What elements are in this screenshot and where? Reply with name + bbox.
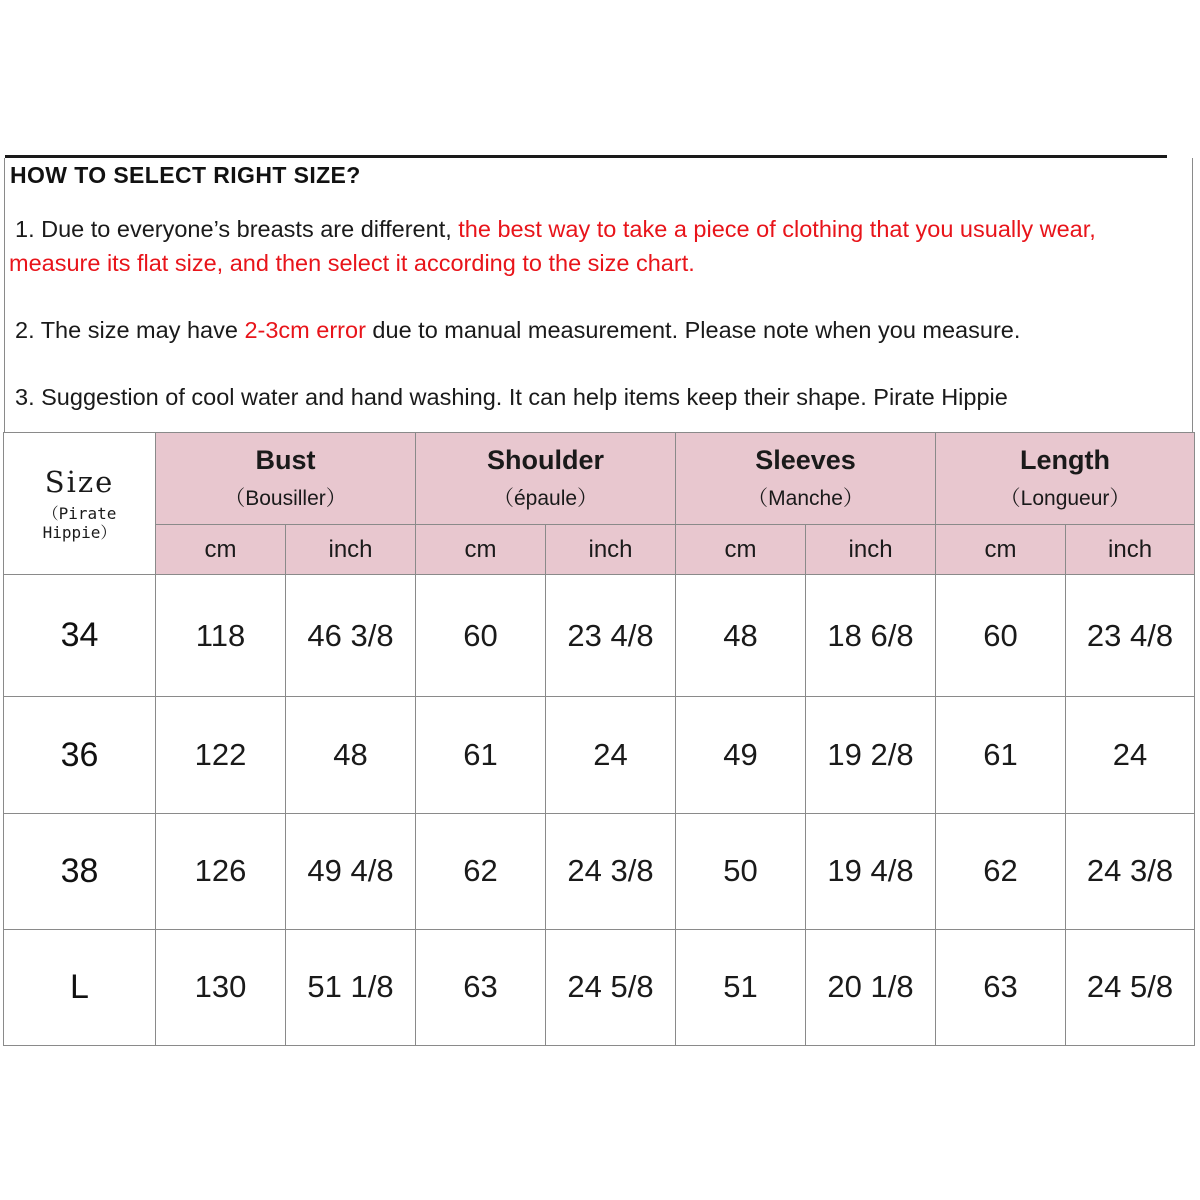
size-header-sub-2: Hippie） <box>42 523 117 542</box>
table-cell: 24 <box>1066 697 1195 813</box>
note-3 <box>9 380 1191 414</box>
table-cell: 50 <box>676 813 806 929</box>
sleeves-sublabel: （Manche） <box>747 487 864 511</box>
table-cell: 122 <box>156 697 286 813</box>
table-cell: 60 <box>416 575 546 697</box>
shoulder-sublabel: （épaule） <box>492 487 599 511</box>
unit-header: inch <box>546 525 676 575</box>
table-cell: 51 <box>676 929 806 1045</box>
table-cell: 23 4/8 <box>546 575 676 697</box>
table-cell: 24 <box>546 697 676 813</box>
table-cell: 61 <box>416 697 546 813</box>
table-cell: 19 2/8 <box>806 697 936 813</box>
table-row <box>4 813 1195 929</box>
unit-header: inch <box>1066 525 1195 575</box>
table-cell: 51 1/8 <box>286 929 416 1045</box>
table-cell: 19 4/8 <box>806 813 936 929</box>
unit-header: cm <box>416 525 546 575</box>
bust-sublabel: （Bousiller） <box>224 487 347 511</box>
note-1-text: 1. Due to everyone’s breasts are different, <box>15 216 459 242</box>
length-sublabel: （Longueur） <box>999 487 1131 511</box>
table-row <box>4 929 1195 1045</box>
table-cell: 46 3/8 <box>286 575 416 697</box>
size-header-sub-1: （Pirate <box>42 503 117 523</box>
length-label: Length <box>1020 445 1111 476</box>
table-cell: 62 <box>936 813 1066 929</box>
note-2-text-before: 2. The size may have <box>15 317 245 343</box>
size-label: 36 <box>4 697 156 813</box>
unit-header: inch <box>806 525 936 575</box>
table-cell: 24 5/8 <box>546 929 676 1045</box>
table-cell: 48 <box>286 697 416 813</box>
size-header-label: Size <box>44 465 115 500</box>
table-cell: 49 <box>676 697 806 813</box>
table-cell: 60 <box>936 575 1066 697</box>
notes-title: HOW TO SELECT RIGHT SIZE? <box>10 162 361 188</box>
note-2 <box>9 313 1191 347</box>
unit-header: cm <box>676 525 806 575</box>
size-chart-table <box>3 432 1195 1046</box>
unit-header: inch <box>286 525 416 575</box>
table-row <box>4 697 1195 813</box>
sleeves-group-header <box>676 433 936 525</box>
table-cell: 24 5/8 <box>1066 929 1195 1045</box>
size-column-header <box>4 433 156 575</box>
table-cell: 118 <box>156 575 286 697</box>
bust-label: Bust <box>255 445 316 476</box>
table-cell: 48 <box>676 575 806 697</box>
table-cell: 49 4/8 <box>286 813 416 929</box>
size-label: L <box>4 929 156 1045</box>
unit-header-row <box>4 525 1195 575</box>
note-3-text: 3. Suggestion of cool water and hand washing. It can help items keep their shape. Pirate Hippie <box>15 384 1008 410</box>
table-cell: 130 <box>156 929 286 1045</box>
table-cell: 63 <box>416 929 546 1045</box>
table-row <box>4 575 1195 697</box>
shoulder-label: Shoulder <box>487 445 605 476</box>
size-guide-notes <box>4 158 1193 433</box>
note-1 <box>9 212 1191 280</box>
table-cell: 18 6/8 <box>806 575 936 697</box>
note-2-text-after: due to manual measurement. Please note when you measure. <box>365 317 1021 343</box>
table-cell: 126 <box>156 813 286 929</box>
table-cell: 63 <box>936 929 1066 1045</box>
table-cell: 23 4/8 <box>1066 575 1195 697</box>
note-1-highlight: the best way to take a piece of clothing that you usually wear, measure its flat size, and then select it according to the size chart. <box>9 216 1096 276</box>
table-cell: 24 3/8 <box>1066 813 1195 929</box>
table-cell: 20 1/8 <box>806 929 936 1045</box>
shoulder-group-header <box>416 433 676 525</box>
table-cell: 24 3/8 <box>546 813 676 929</box>
unit-header: cm <box>156 525 286 575</box>
table-cell: 62 <box>416 813 546 929</box>
bust-group-header <box>156 433 416 525</box>
sleeves-label: Sleeves <box>755 445 856 476</box>
length-group-header <box>936 433 1195 525</box>
group-header-row <box>4 433 1195 525</box>
size-label: 34 <box>4 575 156 697</box>
unit-header: cm <box>936 525 1066 575</box>
table-cell: 61 <box>936 697 1066 813</box>
note-2-highlight: 2-3cm error <box>244 317 366 343</box>
size-label: 38 <box>4 813 156 929</box>
